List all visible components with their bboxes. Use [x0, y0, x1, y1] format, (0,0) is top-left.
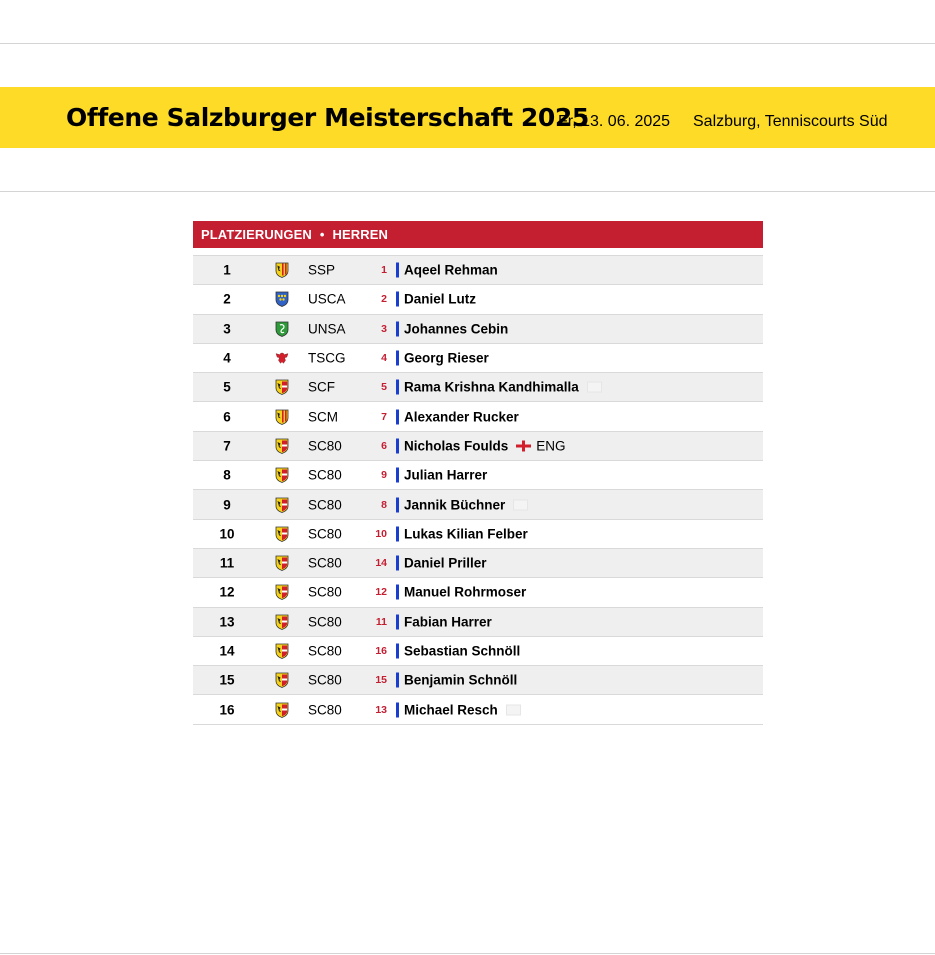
heading-category: HERREN [332, 227, 388, 242]
player-name: Nicholas Foulds [404, 438, 509, 454]
salzburg-crest-icon [275, 379, 289, 395]
kaernten-crest-icon [275, 262, 289, 278]
accent-bar [396, 351, 399, 366]
player-name-cell [404, 556, 487, 571]
player-name-cell [404, 409, 519, 424]
player-name-cell [404, 702, 521, 717]
mid-divider [0, 191, 935, 192]
player-name: Benjamin Schnöll [404, 672, 518, 688]
flag-placeholder-icon [513, 499, 528, 510]
seed-number: 4 [381, 352, 387, 365]
salzburg-crest-icon [275, 702, 289, 718]
seed-number: 1 [381, 264, 387, 277]
table-row [193, 285, 763, 314]
player-name: Johannes Cebin [404, 321, 509, 337]
accent-bar [396, 702, 399, 717]
player-name: Georg Rieser [404, 350, 489, 366]
club-code: TSCG [308, 350, 346, 366]
event-date: Fr, 13. 06. 2025 [558, 113, 671, 130]
top-divider [0, 43, 935, 44]
accent-bar [396, 438, 399, 453]
player-name-cell [404, 673, 517, 688]
player-name: Aqeel Rehman [404, 262, 498, 278]
club-code: SC80 [308, 555, 342, 571]
salzburg-crest-icon [275, 672, 289, 688]
salzburg-crest-icon [275, 555, 289, 571]
accent-bar [396, 292, 399, 307]
table-row [193, 373, 763, 402]
blue-gold-crest-icon [275, 291, 289, 307]
standings-panel [193, 221, 763, 725]
player-name: Michael Resch [404, 702, 498, 718]
club-code: SC80 [308, 614, 342, 630]
seed-number: 7 [381, 410, 387, 423]
player-name-cell [404, 380, 602, 395]
event-banner [0, 87, 935, 148]
seed-number: 5 [381, 381, 387, 394]
nationality [516, 438, 565, 453]
player-name: Jannik Büchner [404, 497, 506, 513]
table-row [193, 490, 763, 519]
accent-bar [396, 263, 399, 278]
rank: 15 [219, 672, 235, 688]
bottom-divider [0, 953, 935, 954]
club-code: SC80 [308, 526, 342, 542]
standings-header [193, 221, 763, 248]
rank: 1 [223, 262, 231, 278]
club-code: USCA [308, 291, 346, 307]
seed-number: 13 [375, 703, 387, 716]
player-name: Alexander Rucker [404, 409, 519, 425]
table-row [193, 695, 763, 724]
accent-bar [396, 673, 399, 688]
player-name: Daniel Priller [404, 555, 487, 571]
seed-number: 8 [381, 498, 387, 511]
salzburg-crest-icon [275, 467, 289, 483]
table-row [193, 666, 763, 695]
rank: 14 [219, 643, 235, 659]
event-venue: Salzburg, Tenniscourts Süd [693, 113, 888, 130]
table-row [193, 256, 763, 285]
rank: 5 [223, 379, 231, 395]
table-row [193, 520, 763, 549]
salzburg-crest-icon [275, 497, 289, 513]
club-code: SC80 [308, 584, 342, 600]
table-row [193, 549, 763, 578]
player-name: Lukas Kilian Felber [404, 526, 528, 542]
player-name-cell [404, 497, 528, 512]
table-row [193, 344, 763, 373]
rank: 10 [219, 526, 235, 542]
rank: 8 [223, 467, 231, 483]
seed-number: 15 [375, 674, 387, 687]
club-code: SC80 [308, 643, 342, 659]
seed-number: 6 [381, 439, 387, 452]
club-code: SC80 [308, 467, 342, 483]
player-name-cell [404, 644, 520, 659]
table-row [193, 608, 763, 637]
accent-bar [396, 556, 399, 571]
salzburg-crest-icon [275, 438, 289, 454]
event-title: Offene Salzburger Meisterschaft 2025 [66, 103, 589, 132]
accent-bar [396, 321, 399, 336]
player-name: Rama Krishna Kandhimalla [404, 379, 579, 395]
flag-placeholder-icon [506, 704, 521, 715]
rank: 2 [223, 291, 231, 307]
seed-number: 11 [375, 615, 387, 628]
rank: 4 [223, 350, 231, 366]
rank: 11 [219, 555, 235, 571]
player-name: Sebastian Schnöll [404, 643, 521, 659]
salzburg-crest-icon [275, 526, 289, 542]
accent-bar [396, 614, 399, 629]
nationality-code: ENG [536, 438, 566, 454]
table-row [193, 402, 763, 431]
salzburg-crest-icon [275, 584, 289, 600]
kaernten-crest-icon [275, 409, 289, 425]
table-row [193, 578, 763, 607]
accent-bar [396, 380, 399, 395]
seed-number: 10 [375, 527, 387, 540]
club-code: SC80 [308, 672, 342, 688]
accent-bar [396, 468, 399, 483]
seed-number: 16 [375, 645, 387, 657]
club-code: SC80 [308, 702, 342, 718]
flag-placeholder-icon [587, 382, 602, 393]
player-name-cell [404, 526, 528, 541]
salzburg-crest-icon [275, 614, 289, 630]
player-name-cell [404, 468, 487, 483]
seed-number: 14 [375, 557, 387, 570]
player-name-cell [404, 614, 492, 629]
seed-number: 3 [381, 322, 387, 335]
rank: 3 [223, 321, 231, 337]
heading-separator: • [319, 227, 325, 242]
accent-bar [396, 497, 399, 512]
player-name: Fabian Harrer [404, 614, 492, 630]
table-row [193, 637, 763, 666]
accent-bar [396, 585, 399, 600]
accent-bar [396, 526, 399, 541]
club-code: SSP [308, 262, 336, 278]
player-name-cell [404, 438, 566, 453]
player-name: Julian Harrer [404, 467, 488, 483]
standings-list [193, 255, 763, 725]
accent-bar [396, 644, 399, 659]
table-row [193, 432, 763, 461]
green-crest-icon [275, 321, 289, 337]
rank: 6 [223, 409, 231, 425]
rank: 13 [219, 614, 235, 630]
salzburg-crest-icon [275, 643, 289, 659]
seed-number: 12 [375, 586, 387, 599]
rank: 12 [219, 584, 235, 600]
england-flag-icon [516, 440, 531, 451]
club-code: SC80 [308, 438, 342, 454]
club-code: SC80 [308, 497, 342, 513]
seed-number: 9 [381, 469, 387, 482]
player-name-cell [404, 263, 498, 278]
heading-platzierungen: PLATZIERUNGEN [201, 227, 312, 242]
table-row [193, 315, 763, 344]
eagle-crest-icon [275, 350, 289, 366]
player-name: Daniel Lutz [404, 291, 477, 307]
seed-number: 2 [381, 293, 387, 306]
rank: 16 [219, 702, 235, 718]
accent-bar [396, 409, 399, 424]
player-name-cell [404, 585, 526, 600]
club-code: UNSA [308, 321, 346, 337]
rank: 9 [223, 497, 231, 513]
player-name-cell [404, 292, 476, 307]
table-row [193, 461, 763, 490]
player-name-cell [404, 321, 508, 336]
club-code: SCF [308, 379, 335, 395]
rank: 7 [223, 438, 231, 454]
club-code: SCM [308, 409, 338, 425]
player-name: Manuel Rohrmoser [404, 584, 527, 600]
player-name-cell [404, 351, 489, 366]
